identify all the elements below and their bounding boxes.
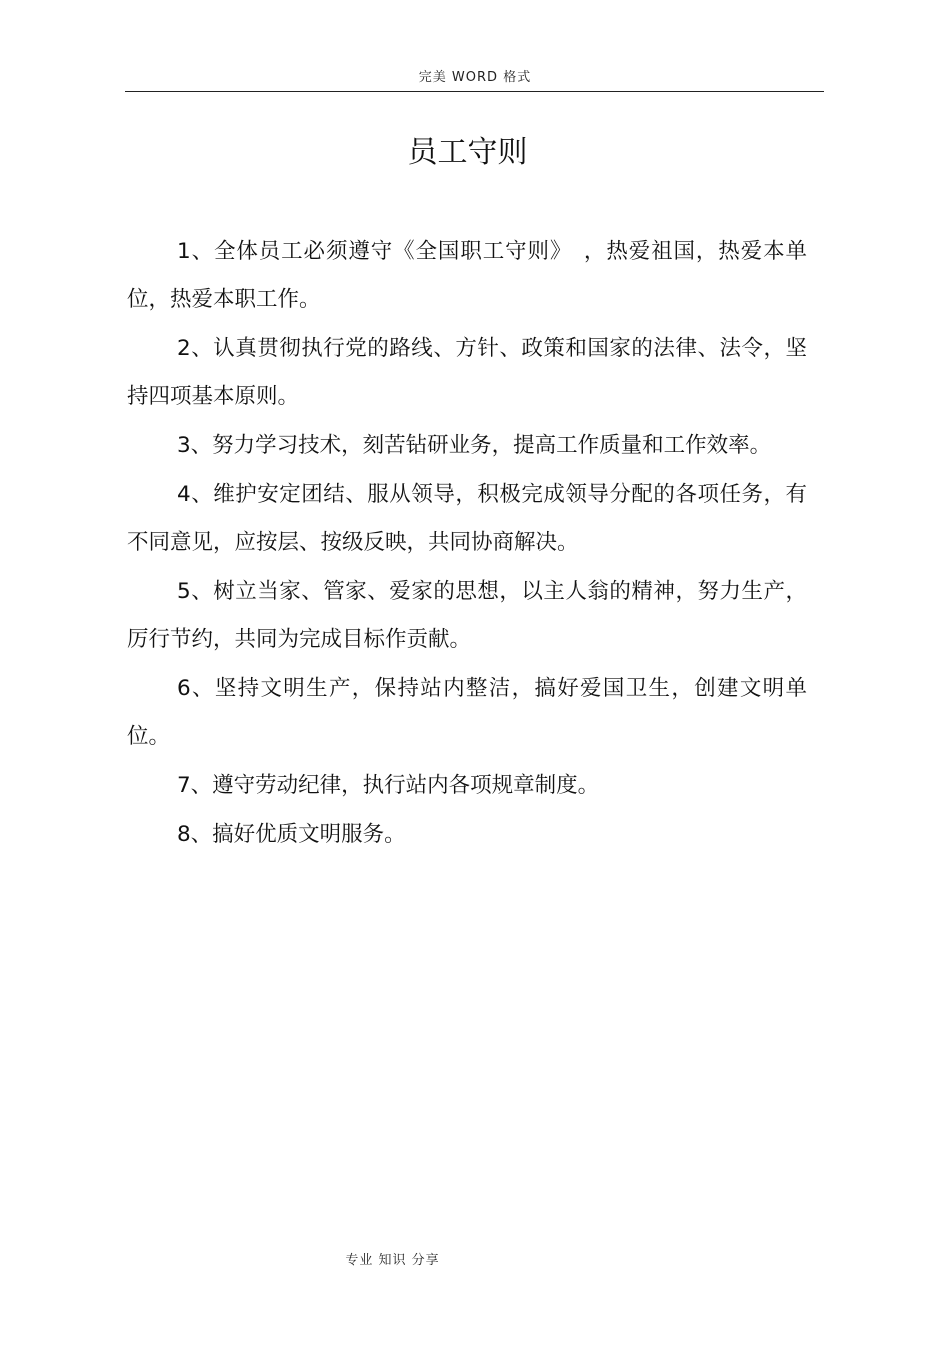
rule-item-8: 8、搞好优质文明服务。 [177, 822, 406, 847]
document-title: 员工守则 [407, 135, 528, 170]
rule-item-1: 1、全体员工必须遵守《全国职工守则》 ，热爱祖国，热爱本单位，热爱本职工作。 [127, 239, 807, 312]
rule-item-2: 2、认真贯彻执行党的路线、方针、政策和国家的法律、法令，坚持四项基本原则。 [127, 336, 807, 409]
page-footer: 专业 知识 分享 [345, 1253, 440, 1268]
rule-item-6: 6、坚持文明生产，保持站内整洁，搞好爱国卫生，创建文明单位。 [127, 676, 807, 749]
rules-list [127, 228, 807, 860]
page-header: 完美 WORD 格式 [418, 70, 532, 85]
header-divider [125, 91, 824, 92]
rule-item-7: 7、遵守劳动纪律，执行站内各项规章制度。 [177, 773, 600, 798]
rule-item-5: 5、树立当家、管家、爱家的思想，以主人翁的精神，努力生产，厉行节约，共同为完成目标作贡献。 [127, 579, 807, 652]
rule-item-4: 4、维护安定团结、服从领导，积极完成领导分配的各项任务，有不同意见，应按层、按级反映，共同协商解决。 [127, 482, 807, 555]
rule-item-3: 3、努力学习技术，刻苦钻研业务，提高工作质量和工作效率。 [177, 433, 772, 458]
